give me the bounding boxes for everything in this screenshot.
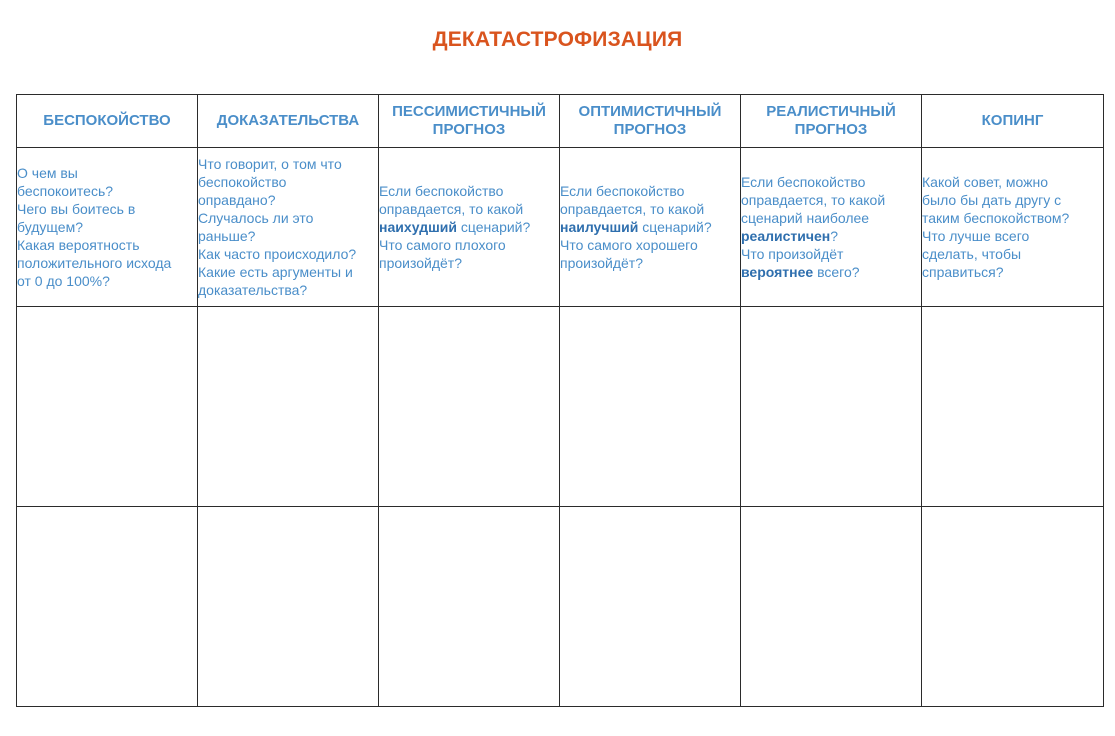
prompt-text: сценарий? <box>457 219 531 235</box>
answer-cell-optimistic[interactable] <box>560 507 741 707</box>
page-title: ДЕКАТАСТРОФИЗАЦИЯ <box>432 28 683 51</box>
prompt-line: таким беспокойством? <box>922 210 1070 226</box>
column-header-coping <box>922 95 1104 148</box>
prompt-worry <box>17 148 198 307</box>
prompt-line: Случалось ли это <box>198 210 314 226</box>
prompt-line: Что самого плохого <box>379 237 506 253</box>
header-text: ОПТИМИСТИЧНЫЙ <box>578 103 722 120</box>
prompt-line: оправдается, то какой <box>560 201 705 217</box>
answer-cell-evidence[interactable] <box>198 307 379 507</box>
prompt-line <box>560 218 740 236</box>
prompt-line: справиться? <box>922 264 1004 280</box>
prompt-optimistic <box>560 148 741 307</box>
prompt-realistic <box>741 148 922 307</box>
prompt-line: Какие есть аргументы и <box>198 264 353 280</box>
emphasis-text: наилучший <box>560 219 639 235</box>
prompt-line: Что говорит, о том что <box>198 156 342 172</box>
answer-cell-pessimistic[interactable] <box>379 507 560 707</box>
prompt-pessimistic <box>379 148 560 307</box>
prompt-text: сценарий? <box>638 219 712 235</box>
prompt-evidence <box>198 148 379 307</box>
prompt-line: Что самого хорошего <box>560 237 698 253</box>
prompt-text: ? <box>830 228 839 244</box>
column-header-evidence <box>198 95 379 148</box>
prompt-line <box>379 218 559 236</box>
prompt-line: Что лучше всего <box>922 228 1030 244</box>
prompt-line <box>741 263 921 281</box>
emphasis-text: реалистичен <box>741 228 831 244</box>
column-header-realistic <box>741 95 922 148</box>
prompt-line: оправдается, то какой <box>741 192 886 208</box>
prompt-line: О чем вы <box>17 165 78 181</box>
header-text: РЕАЛИСТИЧНЫЙ <box>766 103 896 120</box>
prompt-line: Какой совет, можно <box>922 174 1049 190</box>
header-text: ПРОГНОЗ <box>432 121 506 138</box>
header-row <box>17 95 1104 148</box>
prompt-line: беспокойство <box>198 174 287 190</box>
prompt-line: Как часто происходило? <box>198 246 357 262</box>
decatastrophizing-table <box>16 94 1104 707</box>
prompt-line: Если беспокойство <box>379 183 504 199</box>
prompt-text: всего? <box>813 264 860 280</box>
answer-cell-evidence[interactable] <box>198 507 379 707</box>
header-text: ПРОГНОЗ <box>613 121 687 138</box>
prompt-line: доказательства? <box>198 282 308 298</box>
prompt-line <box>741 227 921 245</box>
answer-row <box>17 307 1104 507</box>
header-text: ПРОГНОЗ <box>794 121 868 138</box>
prompt-line: оправдано? <box>198 192 276 208</box>
prompt-line: Какая вероятность <box>17 237 140 253</box>
prompt-line: Чего вы боитесь в <box>17 201 136 217</box>
answer-cell-realistic[interactable] <box>741 307 922 507</box>
header-text: ПЕССИМИСТИЧНЫЙ <box>392 103 546 120</box>
prompt-line: оправдается, то какой <box>379 201 524 217</box>
column-header-pessimistic <box>379 95 560 148</box>
prompt-line: было бы дать другу с <box>922 192 1062 208</box>
header-text: БЕСПОКОЙСТВО <box>43 112 171 129</box>
answer-cell-realistic[interactable] <box>741 507 922 707</box>
prompt-line: от 0 до 100%? <box>17 273 110 289</box>
header-text: ДОКАЗАТЕЛЬСТВА <box>216 112 360 129</box>
prompt-line: произойдёт? <box>560 255 643 271</box>
prompt-line: сценарий наиболее <box>741 210 870 226</box>
answer-cell-optimistic[interactable] <box>560 307 741 507</box>
prompt-row <box>17 148 1104 307</box>
prompt-line: Если беспокойство <box>560 183 685 199</box>
prompt-line: произойдёт? <box>379 255 462 271</box>
prompt-line: будущем? <box>17 219 83 235</box>
prompt-line: раньше? <box>198 228 256 244</box>
answer-cell-worry[interactable] <box>17 307 198 507</box>
prompt-line: Что произойдёт <box>741 246 844 262</box>
prompt-line: Если беспокойство <box>741 174 866 190</box>
emphasis-text: вероятнее <box>741 264 814 280</box>
prompt-line: сделать, чтобы <box>922 246 1022 262</box>
prompt-line: беспокоитесь? <box>17 183 114 199</box>
answer-row <box>17 507 1104 707</box>
prompt-line: положительного исхода <box>17 255 172 271</box>
header-text: КОПИНГ <box>981 112 1044 129</box>
prompt-coping <box>922 148 1104 307</box>
answer-cell-coping[interactable] <box>922 307 1104 507</box>
answer-cell-pessimistic[interactable] <box>379 307 560 507</box>
column-header-optimistic <box>560 95 741 148</box>
emphasis-text: наихудший <box>379 219 458 235</box>
answer-cell-coping[interactable] <box>922 507 1104 707</box>
column-header-worry <box>17 95 198 148</box>
answer-cell-worry[interactable] <box>17 507 198 707</box>
